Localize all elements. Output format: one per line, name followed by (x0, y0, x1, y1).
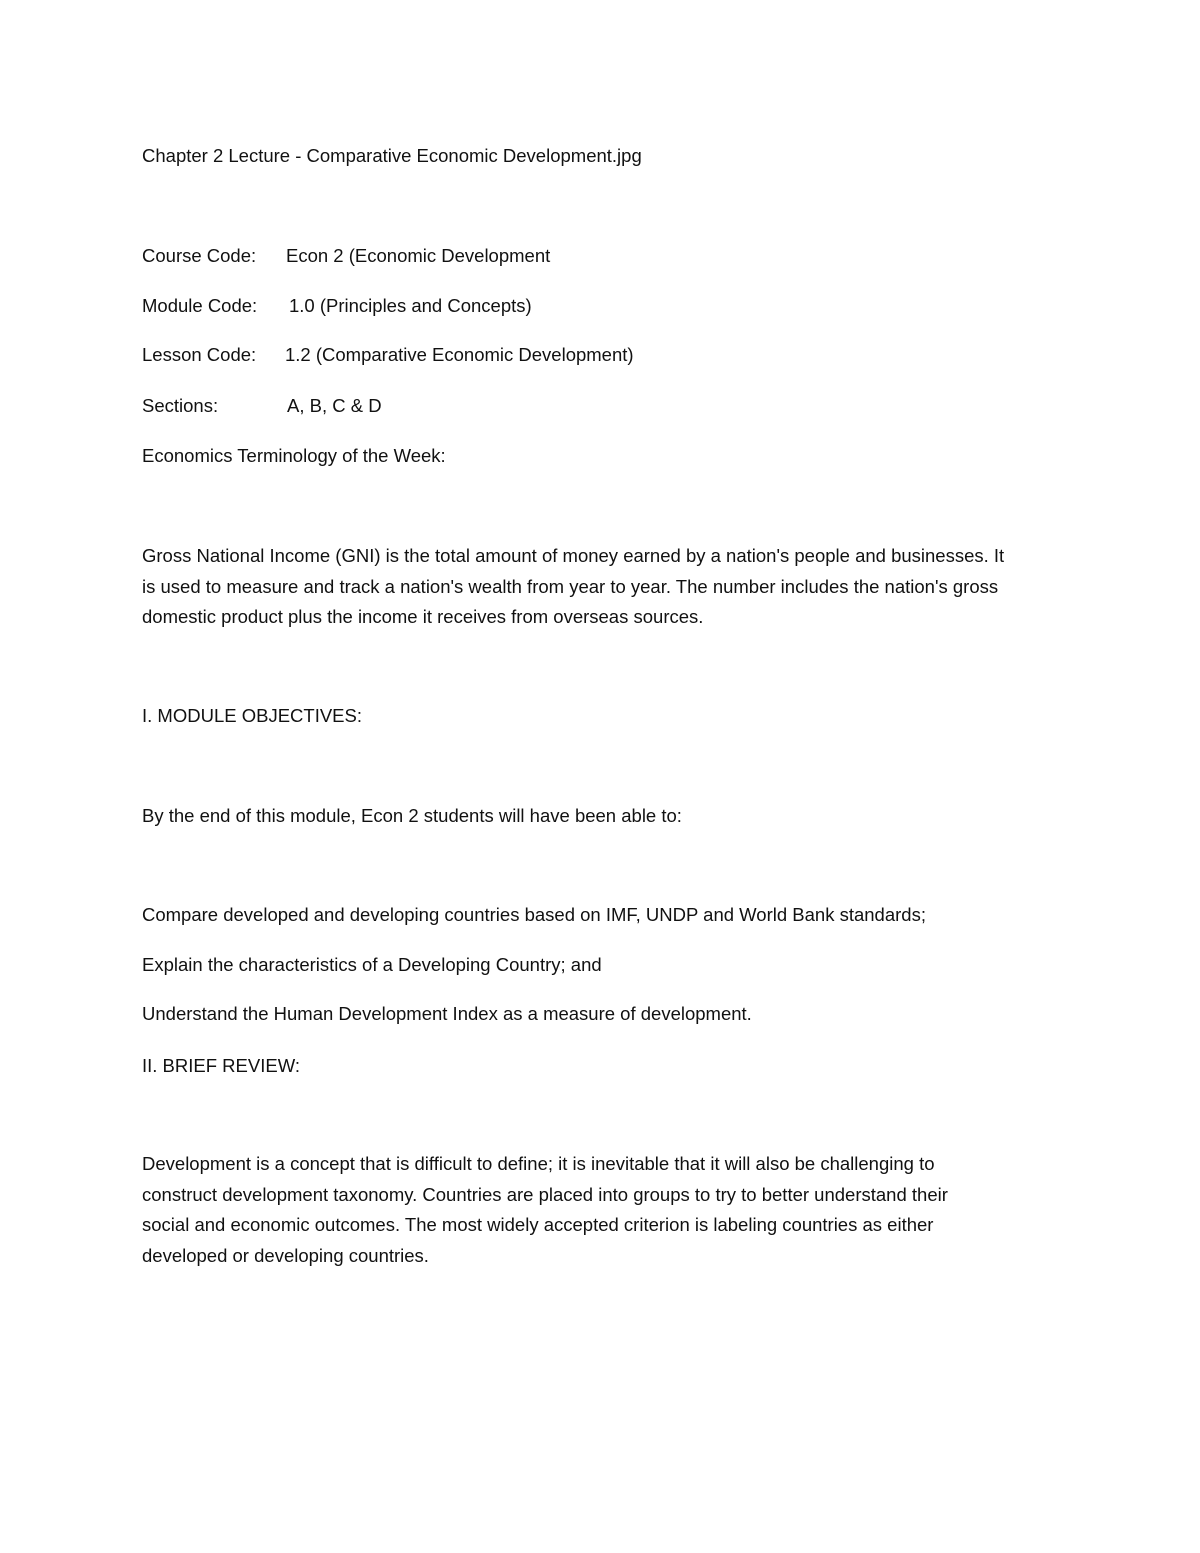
course-code-label: Course Code: (142, 245, 257, 266)
course-code-value: Econ 2 (Economic Development (286, 245, 551, 266)
sections-label: Sections: (142, 395, 219, 416)
objectives-heading: I. MODULE OBJECTIVES: (142, 705, 362, 726)
objectives-intro: By the end of this module, Econ 2 students will have been able to: (142, 805, 682, 826)
terminology-line: domestic product plus the income it receives from overseas sources. (142, 606, 704, 627)
terminology-line: is used to measure and track a nation's wealth from year to year. The number includes the nation's gross (142, 575, 999, 597)
review-heading: II. BRIEF REVIEW: (142, 1055, 300, 1076)
objective-item: Explain the characteristics of a Developing Country; and (142, 954, 602, 975)
review-line: social and economic outcomes. The most widely accepted criterion is labeling countries as either (142, 1214, 934, 1235)
review-line: construct development taxonomy. Countries are placed into groups to try to better understand their (142, 1183, 948, 1205)
terminology-paragraph (142, 541, 1062, 633)
document-title: Chapter 2 Lecture - Comparative Economic Development.jpg (142, 145, 642, 166)
review-line: developed or developing countries. (142, 1244, 429, 1266)
terminology-heading: Economics Terminology of the Week: (142, 445, 446, 466)
objective-item: Compare developed and developing countries based on IMF, UNDP and World Bank standards; (142, 904, 926, 925)
terminology-line: Gross National Income (GNI) is the total amount of money earned by a nation's people and businesses. It (142, 545, 1005, 566)
sections-value: A, B, C & D (287, 395, 382, 416)
lesson-code-label: Lesson Code: (142, 344, 257, 365)
module-code-label: Module Code: (142, 295, 258, 316)
review-line: Development is a concept that is difficult to define; it is inevitable that it will also be challenging to (142, 1153, 935, 1174)
review-paragraph (142, 1149, 1062, 1271)
lesson-code-value: 1.2 (Comparative Economic Development) (285, 344, 634, 365)
module-code-value: 1.0 (Principles and Concepts) (289, 295, 532, 316)
objective-item: Understand the Human Development Index as a measure of development. (142, 1003, 752, 1024)
